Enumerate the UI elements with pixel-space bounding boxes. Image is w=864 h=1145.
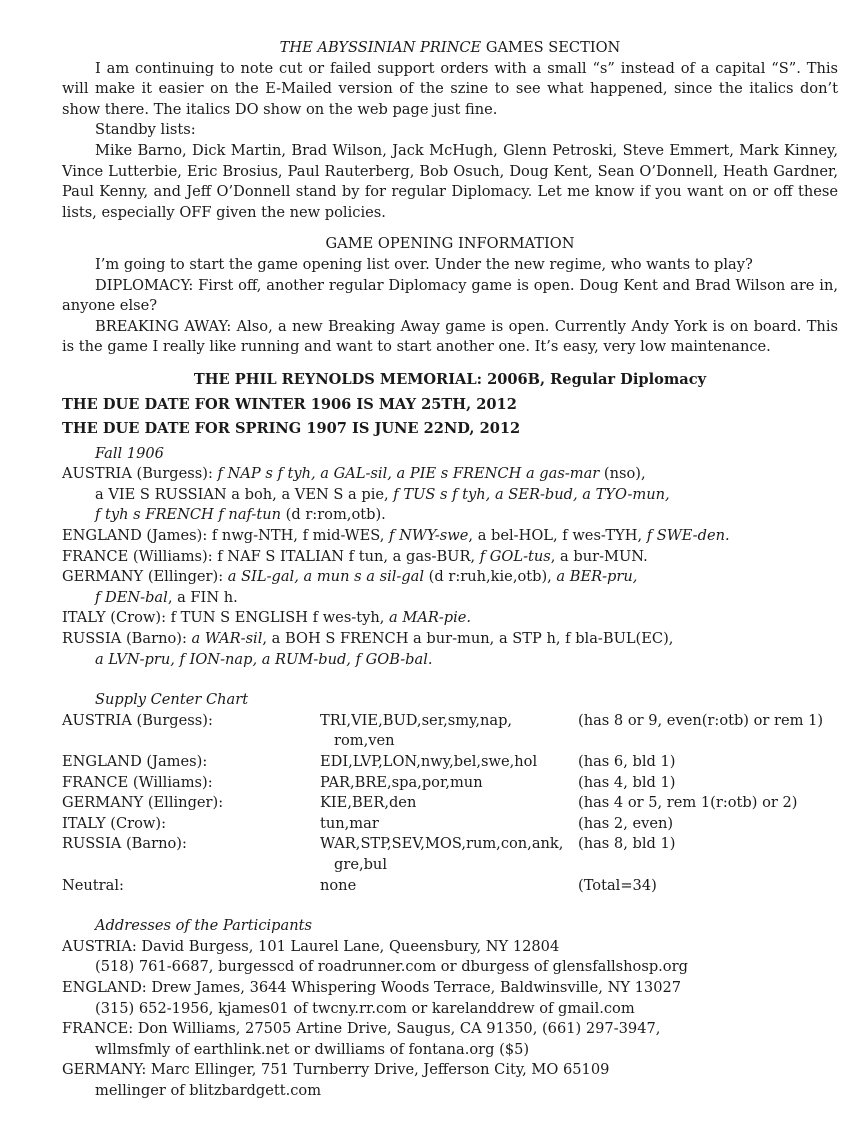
spacer xyxy=(62,896,838,912)
order-failed: a MAR-pie. xyxy=(389,609,472,627)
order-text: ENGLAND (James): f nwg-NTH, f mid-WES, xyxy=(62,527,390,545)
center-status: (has 6, bld 1) xyxy=(578,753,676,770)
intro-paragraph: I am continuing to note cut or failed support orders with a small “s” instead of a capital “S”. This will make it easier on the E-Mailed version of the szine to see what happened, since the italics don’t show there. The italics DO show on the web page just fine. xyxy=(62,59,838,118)
centers-line: EDI,LVP,LON,nwy,bel,swe,hol xyxy=(320,753,538,770)
zine-name: THE ABYSSINIAN PRINCE xyxy=(279,39,482,56)
centers-line: tun,mar xyxy=(320,814,379,832)
centers-line-wrap: gre,bul xyxy=(334,855,388,873)
orders-england xyxy=(62,526,838,547)
supply-chart-title: Supply Center Chart xyxy=(95,691,249,709)
centers-line: KIE,BER,den xyxy=(320,794,417,812)
season-label: Fall 1906 xyxy=(95,444,164,462)
standby-list: Mike Barno, Dick Martin, Brad Wilson, Jack McHugh, Glenn Petroski, Steve Emmert, Mark Kinney, Vince Lutterbie, Eric Brosius, Paul Rauterberg, Bob Osuch, Doug Kent, Sean O’Donnell, Heath Gardner, Paul Kenny, and Jeff O’Donnell stand by for regular Diplomacy. Let me know if you want on or off these lists, especially OFF given the new policies. xyxy=(62,141,838,221)
center-list xyxy=(320,773,578,794)
diplomacy-opening: DIPLOMACY: First off, another regular Diplomacy game is open. Doug Kent and Brad Wilson are in, anyone else? xyxy=(62,276,838,315)
section-title xyxy=(62,38,838,59)
center-status: (has 4 or 5, rem 1(r:otb) or 2) xyxy=(578,794,798,812)
address-line: FRANCE: Don Williams, 27505 Artine Drive, Saugus, CA 91350, (661) 297-3947, xyxy=(62,1020,661,1038)
center-list xyxy=(320,793,578,814)
supply-center-table xyxy=(62,711,838,896)
order-failed: f GOL-tus xyxy=(479,547,551,565)
power-name: ITALY (Crow): xyxy=(62,814,166,832)
due-date-spring: THE DUE DATE FOR SPRING 1907 IS JUNE 22ND, 2012 xyxy=(62,420,521,438)
table-row xyxy=(62,711,838,752)
order-text: AUSTRIA (Burgess): xyxy=(62,465,218,483)
opening-paragraph: I’m going to start the game opening list over. Under the new regime, who wants to play? xyxy=(95,255,753,273)
table-row xyxy=(62,814,838,835)
order-failed: a BER-pru, xyxy=(556,568,638,586)
address-line: AUSTRIA: David Burgess, 101 Laurel Lane, Queensbury, NY 12804 xyxy=(62,937,560,955)
orders-france xyxy=(62,547,838,568)
section-name: GAMES SECTION xyxy=(481,39,621,56)
address-line: GERMANY: Marc Ellinger, 751 Turnberry Drive, Jefferson City, MO 65109 xyxy=(62,1061,610,1079)
order-failed: f DEN-bal xyxy=(95,588,168,606)
order-text: , a FIN h. xyxy=(167,588,238,606)
orders-russia xyxy=(62,629,838,670)
orders-germany xyxy=(62,567,838,608)
order-failed: f NWY-swe xyxy=(389,527,469,545)
order-text: GERMANY (Ellinger): xyxy=(62,568,228,586)
address-line: ENGLAND: Drew James, 3644 Whispering Woods Terrace, Baldwinsville, NY 13027 xyxy=(62,978,682,996)
center-status: (has 2, even) xyxy=(578,814,674,832)
centers-line: PAR,BRE,spa,por,mun xyxy=(320,773,483,791)
address-list xyxy=(62,937,838,1102)
center-status: (has 8, bld 1) xyxy=(578,835,676,853)
order-failed: f NAP s f tyh, a GAL-sil, a PIE s FRENCH a gas-mar xyxy=(217,465,600,483)
order-text: (nso), xyxy=(599,465,646,483)
breaking-away-opening: BREAKING AWAY: Also, a new Breaking Away game is open. Currently Andy York is on board. This is the game I really like running and want to start another one. It’s easy, very low maintenance. xyxy=(62,317,838,356)
contact-line: (518) 761-6687, burgesscd of roadrunner.com or dburgess of glensfallshosp.org xyxy=(95,958,688,976)
center-list xyxy=(320,834,578,875)
address-entry xyxy=(62,1019,838,1060)
address-entry xyxy=(62,937,838,978)
game-heading: THE PHIL REYNOLDS MEMORIAL: 2006B, Regular Diplomacy xyxy=(193,370,707,388)
order-text: a VIE S RUSSIAN a boh, a VEN S a pie, xyxy=(95,485,394,503)
table-row xyxy=(62,793,838,814)
due-date-winter: THE DUE DATE FOR WINTER 1906 IS MAY 25TH, 2012 xyxy=(62,395,517,413)
order-failed: f SWE-den. xyxy=(646,527,730,545)
table-row xyxy=(62,752,838,773)
order-text: (d r:ruh,kie,otb), xyxy=(424,568,557,586)
contact-line: wllmsfmly of earthlink.net or dwilliams of fontana.org ($5) xyxy=(95,1040,530,1058)
orders-austria xyxy=(62,464,838,526)
order-failed: a LVN-pru, f ION-nap, a RUM-bud, f GOB-bal. xyxy=(95,650,433,668)
table-row xyxy=(62,876,838,897)
addresses-title: Addresses of the Participants xyxy=(95,917,312,935)
centers-line: TRI,VIE,BUD,ser,smy,nap, xyxy=(320,711,513,729)
centers-line: WAR,STP,SEV,MOS,rum,con,ank, xyxy=(320,835,564,853)
power-name: FRANCE (Williams): xyxy=(62,773,213,791)
page xyxy=(62,38,838,1102)
order-text: RUSSIA (Barno): xyxy=(62,630,192,648)
order-text: , a bur-MUN. xyxy=(550,547,648,565)
orders-italy xyxy=(62,608,838,629)
spacer xyxy=(62,670,838,686)
center-status: (has 8 or 9, even(r:otb) or rem 1) xyxy=(578,711,824,729)
order-failed: a SIL-gal, a mun s a sil-gal xyxy=(227,568,425,586)
center-status: (Total=34) xyxy=(578,876,657,894)
order-text: , a bel-HOL, f wes-TYH, xyxy=(468,527,647,545)
centers-line: none xyxy=(320,876,357,894)
order-text: (d r:rom,otb). xyxy=(281,506,386,524)
power-name: GERMANY (Ellinger): xyxy=(62,794,224,812)
order-text: ITALY (Crow): f TUN S ENGLISH f wes-tyh, xyxy=(62,609,390,627)
center-list xyxy=(320,814,578,835)
center-list xyxy=(320,752,578,773)
power-name: ENGLAND (James): xyxy=(62,753,208,770)
center-status: (has 4, bld 1) xyxy=(578,773,676,791)
contact-line: mellinger of blitzbardgett.com xyxy=(95,1081,322,1099)
contact-line: (315) 652-1956, kjames01 of twcny.rr.com or karelanddrew of gmail.com xyxy=(95,999,635,1017)
standby-heading: Standby lists: xyxy=(95,121,196,139)
opening-heading: GAME OPENING INFORMATION xyxy=(325,235,575,253)
order-failed: f tyh s FRENCH f naf-tun xyxy=(95,506,281,524)
center-list xyxy=(320,711,578,752)
centers-line-wrap: rom,ven xyxy=(334,732,395,750)
order-text: FRANCE (Williams): f NAF S ITALIAN f tun, a gas-BUR, xyxy=(62,547,480,565)
power-name: Neutral: xyxy=(62,876,124,894)
address-entry xyxy=(62,978,838,1019)
table-row xyxy=(62,773,838,794)
power-name: RUSSIA (Barno): xyxy=(62,835,187,853)
order-failed: f TUS s f tyh, a SER-bud, a TYO-mun, xyxy=(393,485,670,503)
power-name: AUSTRIA (Burgess): xyxy=(62,711,213,729)
order-failed: a WAR-sil xyxy=(191,630,263,648)
order-text: , a BOH S FRENCH a bur-mun, a STP h, f bla-BUL(EC), xyxy=(262,630,674,648)
address-entry xyxy=(62,1060,838,1101)
table-row xyxy=(62,834,838,875)
center-list xyxy=(320,876,578,897)
